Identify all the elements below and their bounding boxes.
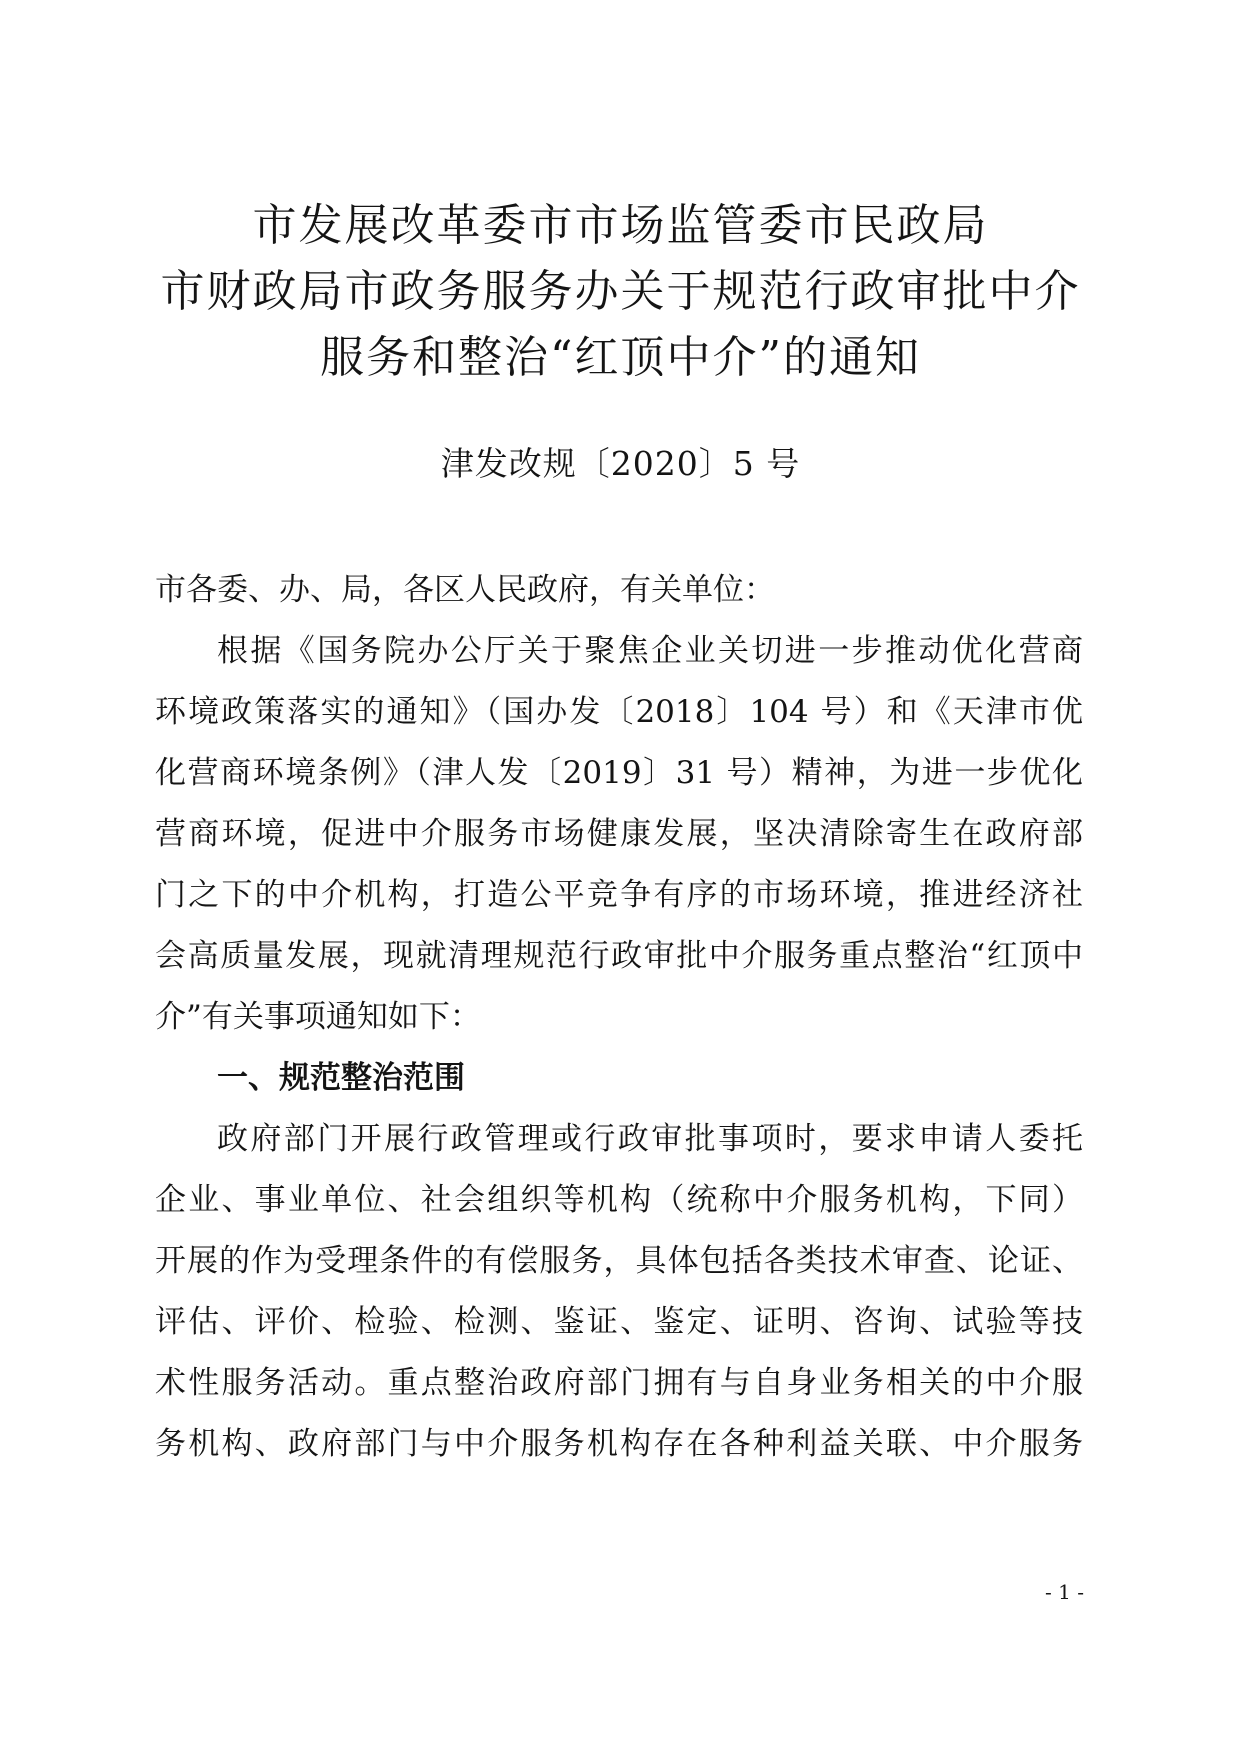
intro-line-1: 根据《国务院办公厅关于聚焦企业关切进一步推动优化营商 <box>217 633 1083 669</box>
section-1-line-3: 开展的作为受理条件的有偿服务，具体包括各类技术审查、论证、 <box>155 1243 1083 1279</box>
intro-line-6: 会高质量发展，现就清理规范行政审批中介服务重点整治“红顶中 <box>155 938 1083 974</box>
title-line-2: 市财政局市政务服务办关于规范行政审批中介 <box>160 266 1081 317</box>
intro-line-5: 门之下的中介机构，打造公平竞争有序的市场环境，推进经济社 <box>155 877 1083 913</box>
intro-line-4: 营商环境，促进中介服务市场健康发展，坚决清除寄生在政府部 <box>155 816 1083 852</box>
page-number: - 1 - <box>1045 1580 1084 1604</box>
intro-line-7: 介”有关事项通知如下： <box>155 999 481 1035</box>
section-1-paragraph <box>155 1109 1083 1475</box>
document-title <box>0 193 1241 391</box>
intro-paragraph <box>155 621 1083 1048</box>
intro-line-2: 环境政策落实的通知》（国办发〔2018〕104 号）和《天津市优 <box>155 694 1083 730</box>
addressee-line: 市各委、办、局，各区人民政府，有关单位： <box>155 572 775 608</box>
intro-line-3: 化营商环境条例》（津人发〔2019〕31 号）精神，为进一步优化 <box>155 755 1083 791</box>
document-body <box>155 560 1083 1475</box>
title-line-1: 市发展改革委市市场监管委市民政局 <box>252 200 989 251</box>
document-number: 津发改规〔2020〕5 号 <box>440 444 801 483</box>
section-1-heading: 一、规范整治范围 <box>217 1060 465 1096</box>
title-line-3: 服务和整治“红顶中介”的通知 <box>320 332 921 383</box>
section-1-line-2: 企业、事业单位、社会组织等机构（统称中介服务机构，下同） <box>155 1182 1083 1218</box>
section-1-line-1: 政府部门开展行政管理或行政审批事项时，要求申请人委托 <box>217 1121 1083 1157</box>
section-1-line-6: 务机构、政府部门与中介服务机构存在各种利益关联、中介服务 <box>155 1426 1083 1462</box>
section-1-line-5: 术性服务活动。重点整治政府部门拥有与自身业务相关的中介服 <box>155 1365 1083 1401</box>
section-1-line-4: 评估、评价、检验、检测、鉴证、鉴定、证明、咨询、试验等技 <box>155 1304 1083 1340</box>
addressee-paragraph <box>155 560 1083 621</box>
